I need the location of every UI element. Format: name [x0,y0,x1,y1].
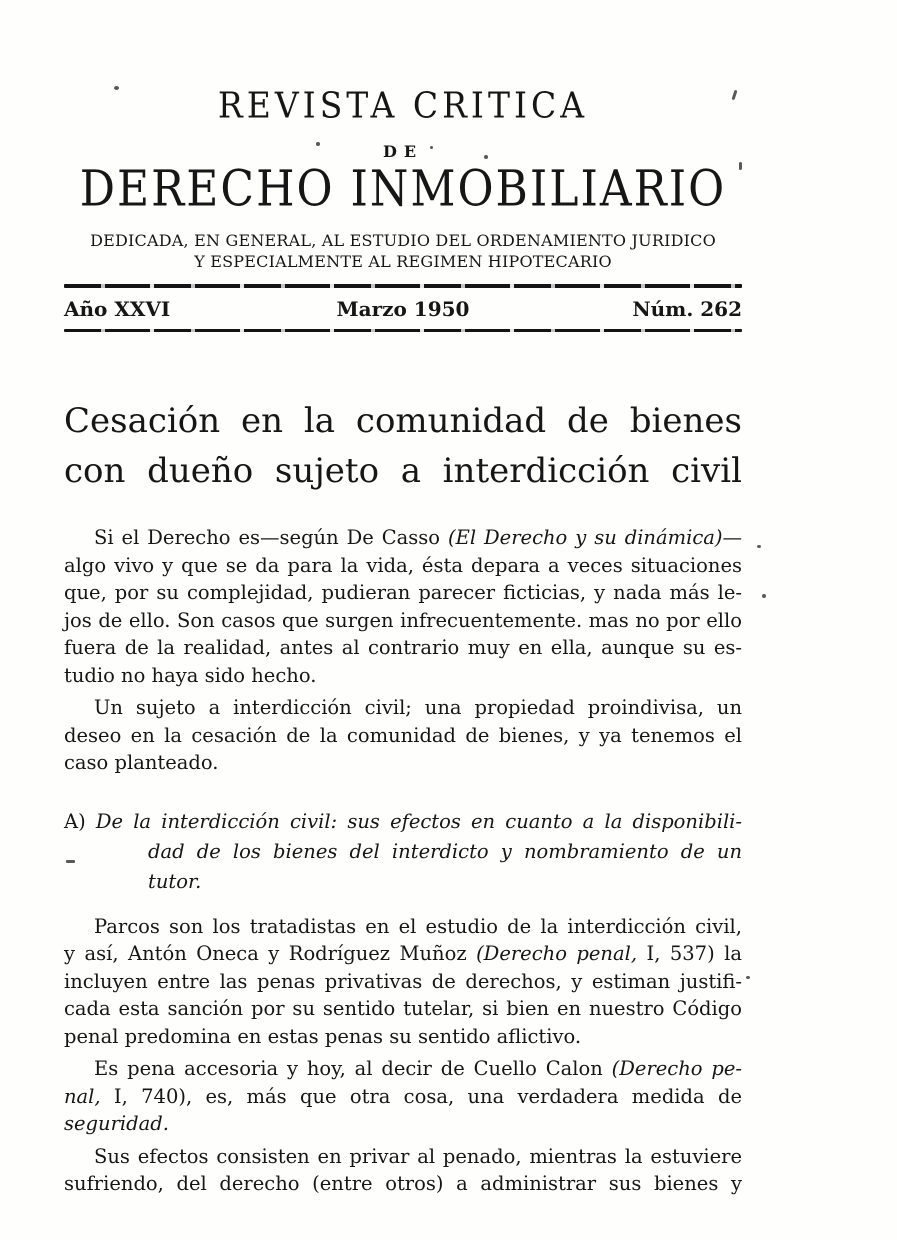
article-title [64,396,742,496]
issue-year: Año XXVI [64,297,171,321]
text-line: sufriendo, del derecho (entre otros) a administrar sus bienes y [64,1172,742,1195]
scan-speck [316,142,320,146]
text-line: Si el Derecho es—según De Casso (El Derecho y su dinámica)— [94,526,742,549]
article-title-line1: Cesación en la comunidad de bienes [64,401,742,441]
text-line: algo vivo y que se da para la vida, ésta depara a veces situaciones [64,553,742,577]
text-line: y así, Antón Oneca y Rodríguez Muñoz (Derecho penal, I, 537) la [64,942,742,965]
page-content [64,0,742,1198]
scan-speck [762,594,766,598]
text-line: seguridad. [64,1112,169,1135]
text-line: deseo en la cesación de la comunidad de bienes, y ya tenemos el [64,723,742,747]
journal-dedication [64,230,742,272]
text-line: penal predomina en estas penas su sentido aflictivo. [64,1024,582,1048]
text-line: dad de los bienes del interdicto y nombramiento de un tutor. [148,839,742,893]
text-line: Sus efectos consisten en privar al penado, mientras la estuviere [94,1144,742,1168]
text-line: cada esta sanción por su sentido tutelar, si bien en nuestro Código [64,997,742,1020]
text-line: que, por su complejidad, pudieran parecer ficticias, y nada más le- [64,581,742,604]
issue-date: Marzo 1950 [336,297,470,321]
scan-speck [430,146,433,149]
scan-speck [66,860,75,863]
text-line: caso planteado. [64,751,219,774]
section-heading [64,807,742,897]
article-body [64,524,742,1198]
dedication-line1: DEDICADA, EN GENERAL, AL ESTUDIO DEL ORDENAMIENTO JURIDICO [90,231,716,250]
text-line: Es pena accesoria y hoy, al decir de Cuello Calon (Derecho pe- [94,1057,742,1080]
journal-masthead [64,82,742,272]
journal-title-line1: REVISTA CRITICA [217,84,589,127]
paragraph [64,913,742,1051]
text-line: A) De la interdicción civil: sus efectos en cuanto a la disponibili- [64,809,743,833]
text-line: fuera de la realidad, antes al contrario muy en ella, aunque su es- [64,636,742,659]
divider-rule-bottom [64,329,742,332]
paragraph [64,524,742,689]
issue-info-bar [64,296,742,322]
scan-speck [746,976,750,979]
scan-speck [114,86,119,90]
scan-speck [739,162,742,170]
text-line: Un sujeto a interdicción civil; una propiedad proindivisa, un [94,696,742,719]
text-line: jos de ello. Son casos que surgen infrecuentemente. mas no por ello [64,608,742,632]
text-line: Parcos son los tratadistas en el estudio de la interdicción civil, [94,914,742,938]
issue-number: Núm. 262 [632,297,742,321]
divider-rule-top [64,284,742,288]
journal-title-line3: DERECHO INMOBILIARIO [79,160,727,218]
scan-speck [757,545,761,548]
paragraph [64,694,742,777]
paragraph [64,1143,742,1198]
text-line: tudio no haya sido hecho. [64,663,317,687]
text-line: nal, I, 740), es, más que otra cosa, una verdadera medida de [64,1084,742,1108]
text-line: incluyen entre las penas privativas de derechos, y estiman justifi- [64,969,742,993]
article-title-line2: con dueño sujeto a interdicción civil [64,451,742,491]
dedication-line2: Y ESPECIALMENTE AL REGIMEN HIPOTECARIO [194,252,612,271]
journal-title-line2: DE [382,142,424,161]
paragraph [64,1055,742,1138]
scan-speck [484,155,488,159]
